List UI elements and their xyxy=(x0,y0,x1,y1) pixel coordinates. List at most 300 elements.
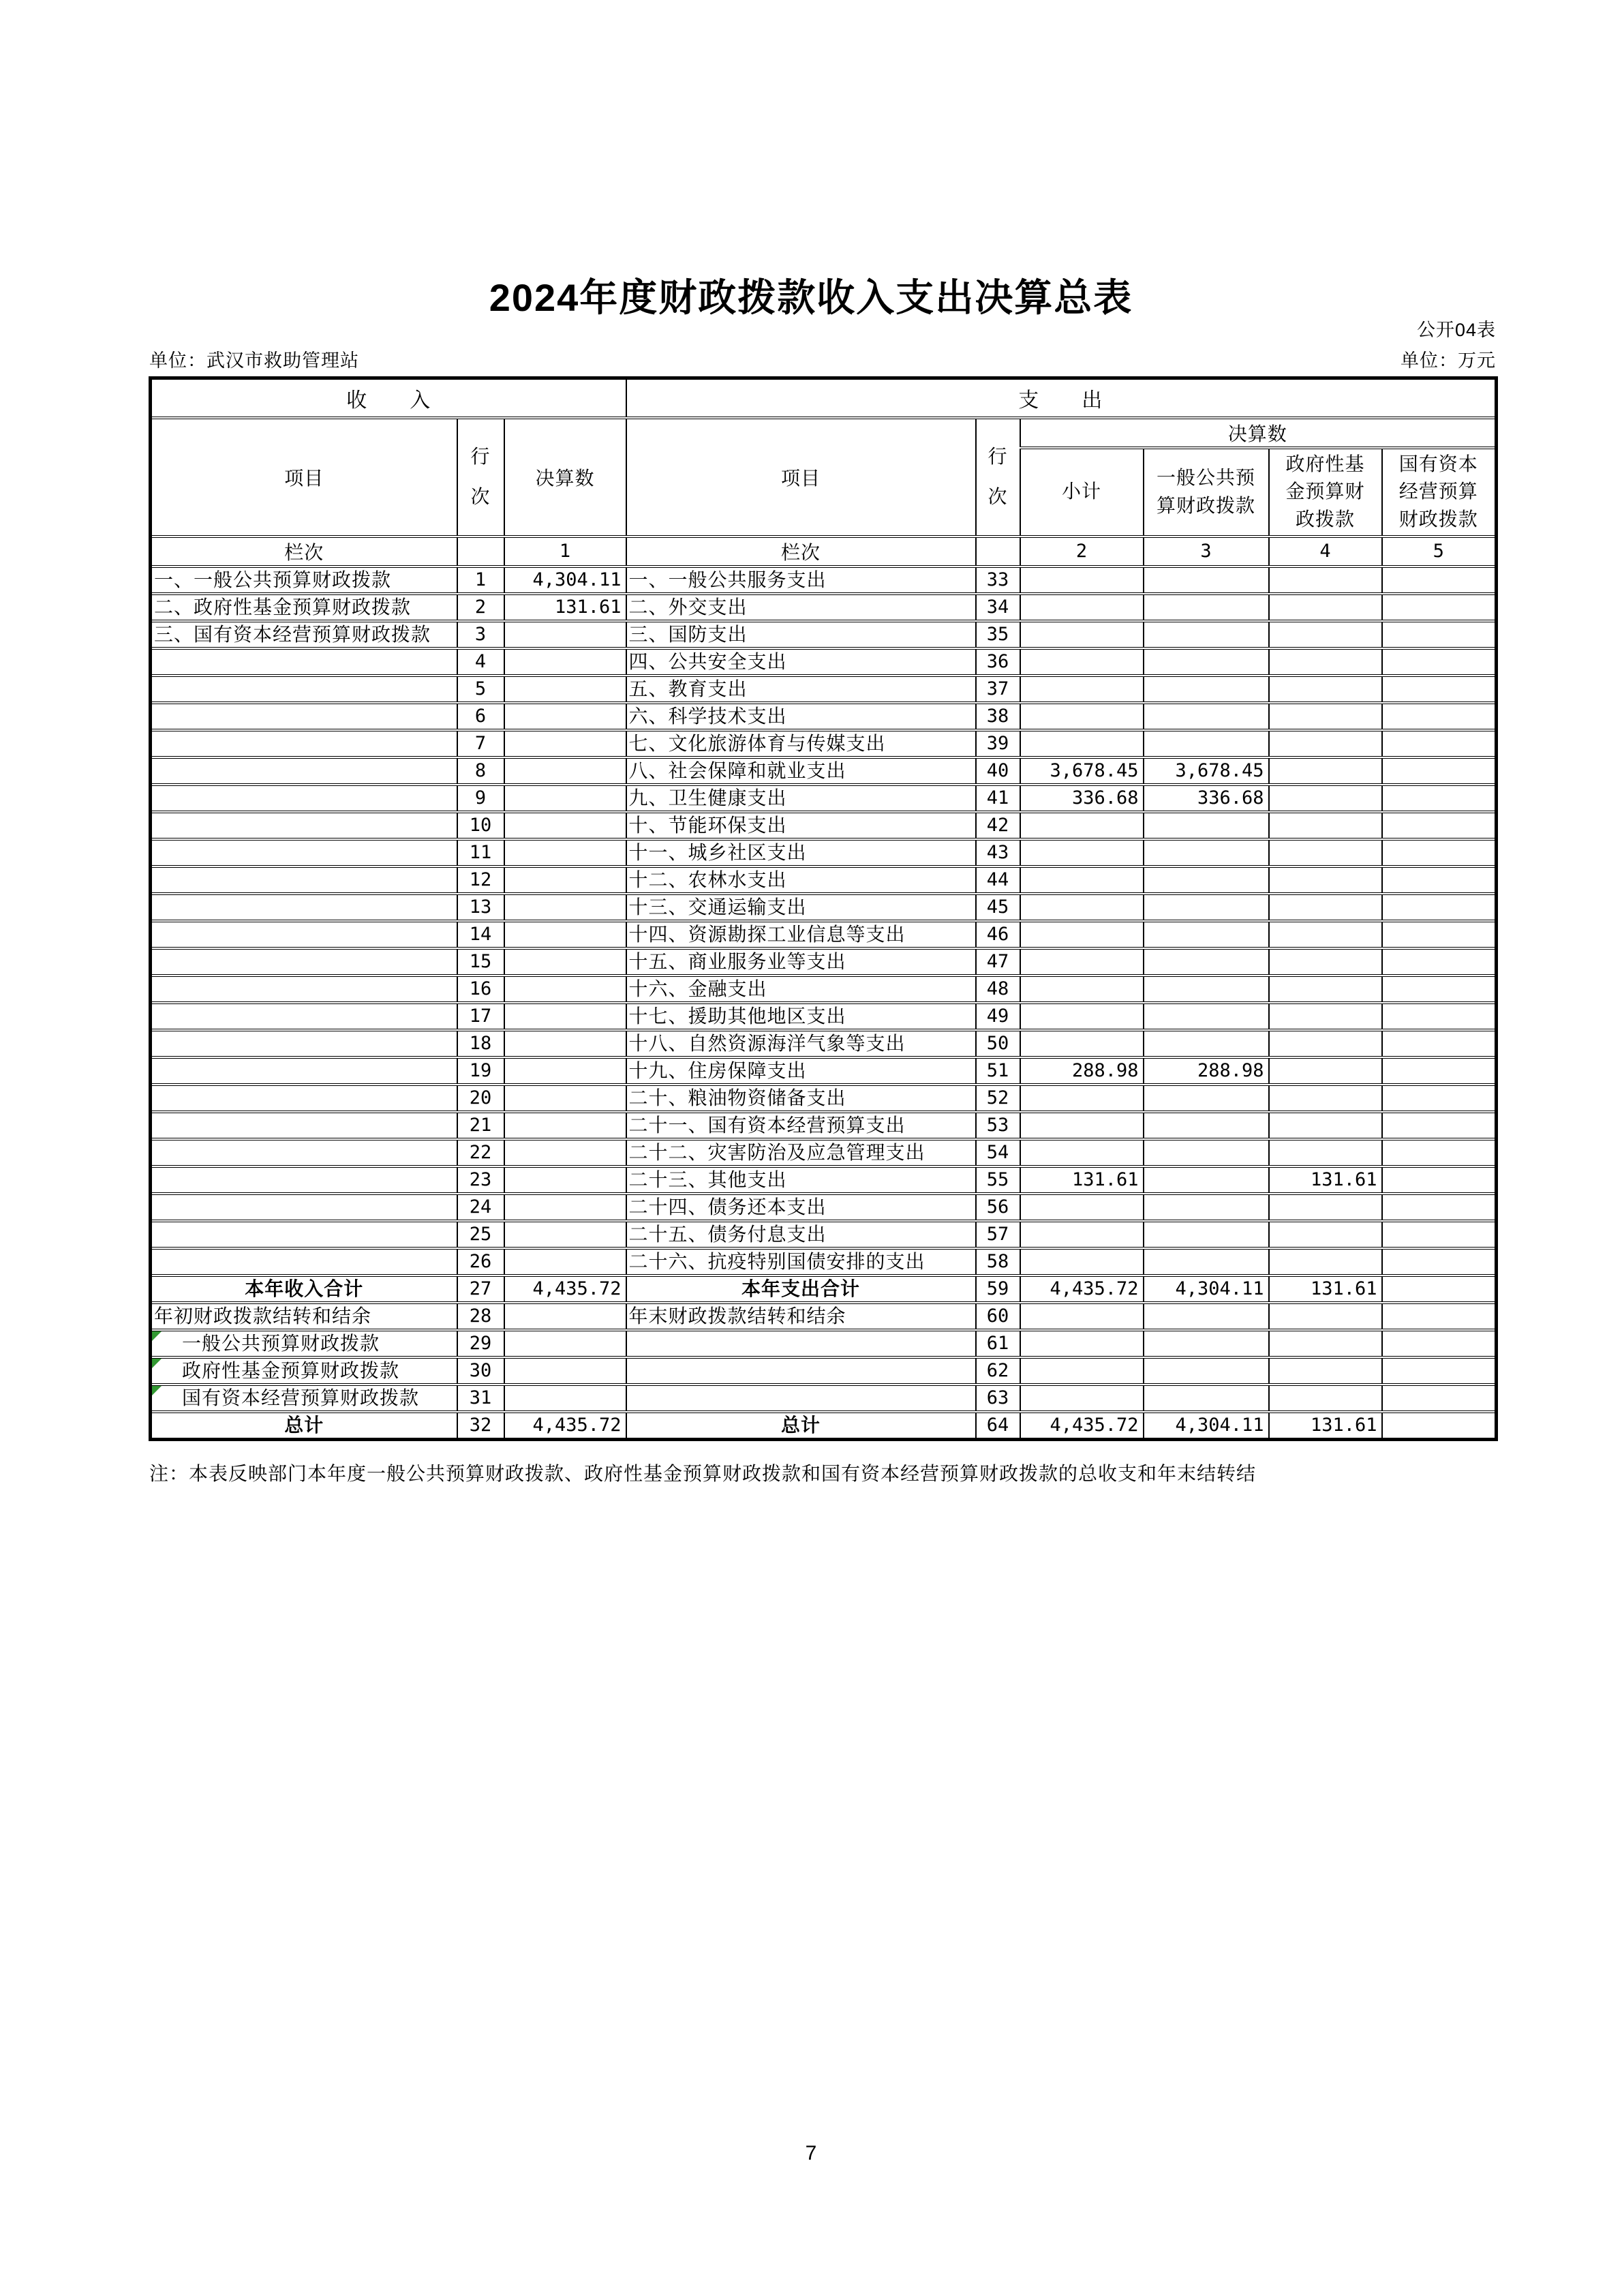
income-row-no-cell: 22 xyxy=(457,1139,504,1166)
income-row-no-cell: 25 xyxy=(457,1221,504,1248)
general-public-cell xyxy=(1144,812,1269,839)
table-row xyxy=(151,948,1497,976)
income-section-header: 收 入 xyxy=(151,378,626,418)
expense-item-cell: 四、公共安全支出 xyxy=(626,648,976,676)
gov-fund-cell xyxy=(1269,757,1382,785)
income-amount-cell xyxy=(504,894,626,921)
general-public-cell xyxy=(1144,621,1269,648)
gov-fund-cell xyxy=(1269,785,1382,812)
expense-row-no-cell: 46 xyxy=(976,921,1020,948)
income-row-no-cell: 12 xyxy=(457,866,504,894)
general-public-cell xyxy=(1144,1139,1269,1166)
income-amount-cell: 131.61 xyxy=(504,594,626,621)
expense-item-cell: 二十四、债务还本支出 xyxy=(626,1194,976,1221)
expense-row-no-cell: 50 xyxy=(976,1030,1020,1057)
income-row-no-cell: 17 xyxy=(457,1003,504,1030)
income-row-no-cell: 3 xyxy=(457,621,504,648)
income-item-cell xyxy=(151,976,457,1003)
gov-fund-cell xyxy=(1269,1003,1382,1030)
gov-fund-cell xyxy=(1269,703,1382,730)
income-amount-cell xyxy=(504,1139,626,1166)
state-capital-cell xyxy=(1382,676,1497,703)
state-capital-cell xyxy=(1382,1194,1497,1221)
table-row xyxy=(151,621,1497,648)
income-item-cell: 一、一般公共预算财政拨款 xyxy=(151,567,457,594)
expense-row-no-cell: 44 xyxy=(976,866,1020,894)
income-row-no-cell: 13 xyxy=(457,894,504,921)
income-amount-cell xyxy=(504,1166,626,1194)
income-item-cell xyxy=(151,648,457,676)
income-item-cell xyxy=(151,703,457,730)
gov-fund-cell xyxy=(1269,567,1382,594)
gov-fund-cell xyxy=(1269,1030,1382,1057)
income-item-cell: 二、政府性基金预算财政拨款 xyxy=(151,594,457,621)
expense-row-no-cell: 51 xyxy=(976,1057,1020,1085)
subtotal-cell xyxy=(1020,1112,1144,1139)
table-row xyxy=(151,1112,1497,1139)
table-note: 注：本表反映部门本年度一般公共预算财政拨款、政府性基金预算财政拨款和国有资本经营预算财政拨款的总收支和年末结转结 xyxy=(149,1463,1257,1484)
index-general-public: 3 xyxy=(1144,537,1269,567)
income-row-no-cell: 5 xyxy=(457,676,504,703)
table-row xyxy=(151,1330,1497,1357)
subtotal-header: 小计 xyxy=(1020,448,1144,537)
expense-row-no-cell: 36 xyxy=(976,648,1020,676)
general-public-cell xyxy=(1144,866,1269,894)
expense-final-amount-header: 决算数 xyxy=(1020,418,1497,448)
income-row-no-cell: 23 xyxy=(457,1166,504,1194)
state-capital-cell xyxy=(1382,1003,1497,1030)
general-public-cell xyxy=(1144,1085,1269,1112)
table-row xyxy=(151,976,1497,1003)
income-item-cell xyxy=(151,730,457,757)
state-capital-cell xyxy=(1382,703,1497,730)
table-row xyxy=(151,812,1497,839)
expense-row-no-cell: 54 xyxy=(976,1139,1020,1166)
general-public-cell xyxy=(1144,1330,1269,1357)
expense-item-cell: 二十一、国有资本经营预算支出 xyxy=(626,1112,976,1139)
general-public-cell xyxy=(1144,1166,1269,1194)
table-row xyxy=(151,594,1497,621)
state-capital-cell xyxy=(1382,976,1497,1003)
state-capital-cell xyxy=(1382,594,1497,621)
state-capital-cell xyxy=(1382,1385,1497,1412)
expense-row-no-header-text: 行次 xyxy=(988,445,1008,507)
subtotal-cell: 288.98 xyxy=(1020,1057,1144,1085)
expense-item-cell: 二十三、其他支出 xyxy=(626,1166,976,1194)
income-item-cell xyxy=(151,839,457,866)
income-row-no-cell: 4 xyxy=(457,648,504,676)
gov-fund-cell xyxy=(1269,1357,1382,1385)
income-item-cell xyxy=(151,757,457,785)
income-amount-cell xyxy=(504,1385,626,1412)
income-item-cell: 本年收入合计 xyxy=(151,1275,457,1303)
subtotal-cell xyxy=(1020,976,1144,1003)
gov-fund-cell xyxy=(1269,1112,1382,1139)
index-subtotal: 2 xyxy=(1020,537,1144,567)
expense-item-cell: 年末财政拨款结转和结余 xyxy=(626,1303,976,1330)
subtotal-cell xyxy=(1020,1194,1144,1221)
expense-item-cell: 二十二、灾害防治及应急管理支出 xyxy=(626,1139,976,1166)
doc-code-label: 公开04表 xyxy=(1416,320,1496,340)
income-row-no-cell: 26 xyxy=(457,1248,504,1275)
subtotal-cell: 131.61 xyxy=(1020,1166,1144,1194)
income-item-cell xyxy=(151,1248,457,1275)
gov-fund-cell xyxy=(1269,976,1382,1003)
income-row-no-cell: 1 xyxy=(457,567,504,594)
expense-row-no-cell: 47 xyxy=(976,948,1020,976)
income-item-cell xyxy=(151,1057,457,1085)
table-row xyxy=(151,1357,1497,1385)
income-item-cell xyxy=(151,1221,457,1248)
green-corner-marker-icon xyxy=(152,1386,162,1395)
table-row xyxy=(151,757,1497,785)
table-row xyxy=(151,1248,1497,1275)
income-item-cell xyxy=(151,1003,457,1030)
index-state-capital: 5 xyxy=(1382,537,1497,567)
income-item-cell: 三、国有资本经营预算财政拨款 xyxy=(151,621,457,648)
expense-row-no-cell: 41 xyxy=(976,785,1020,812)
subtotal-cell xyxy=(1020,1248,1144,1275)
general-public-cell xyxy=(1144,1248,1269,1275)
expense-row-no-cell: 40 xyxy=(976,757,1020,785)
index-income-item: 栏次 xyxy=(151,537,457,567)
expense-row-no-cell: 57 xyxy=(976,1221,1020,1248)
state-capital-cell xyxy=(1382,1085,1497,1112)
expense-row-no-cell: 62 xyxy=(976,1357,1020,1385)
table-row xyxy=(151,1003,1497,1030)
subtotal-cell xyxy=(1020,1330,1144,1357)
gov-fund-cell: 131.61 xyxy=(1269,1412,1382,1440)
expense-row-no-cell: 59 xyxy=(976,1275,1020,1303)
income-row-no-cell: 18 xyxy=(457,1030,504,1057)
unit-measure-label: 单位：万元 xyxy=(1401,350,1496,371)
table-row xyxy=(151,648,1497,676)
subtotal-cell xyxy=(1020,594,1144,621)
general-public-cell: 3,678.45 xyxy=(1144,757,1269,785)
state-capital-cell xyxy=(1382,1303,1497,1330)
subtotal-cell xyxy=(1020,703,1144,730)
table-row xyxy=(151,839,1497,866)
income-amount-cell xyxy=(504,1248,626,1275)
expense-item-cell: 十五、商业服务业等支出 xyxy=(626,948,976,976)
column-index-row xyxy=(151,537,1497,567)
income-amount-cell xyxy=(504,785,626,812)
income-item-cell: 年初财政拨款结转和结余 xyxy=(151,1303,457,1330)
green-corner-marker-icon xyxy=(152,1359,162,1368)
green-corner-marker-icon xyxy=(152,1331,162,1341)
income-amount-cell xyxy=(504,1194,626,1221)
subtotal-cell xyxy=(1020,948,1144,976)
subtotal-cell: 4,435.72 xyxy=(1020,1412,1144,1440)
expense-row-no-cell: 45 xyxy=(976,894,1020,921)
expense-item-cell: 十七、援助其他地区支出 xyxy=(626,1003,976,1030)
expense-row-no-cell: 56 xyxy=(976,1194,1020,1221)
general-public-cell xyxy=(1144,976,1269,1003)
income-amount-cell xyxy=(504,1303,626,1330)
expense-item-cell xyxy=(626,1330,976,1357)
income-item-cell xyxy=(151,948,457,976)
subtotal-cell xyxy=(1020,894,1144,921)
income-amount-cell xyxy=(504,621,626,648)
gov-fund-cell xyxy=(1269,621,1382,648)
income-row-no-cell: 14 xyxy=(457,921,504,948)
state-capital-cell xyxy=(1382,1275,1497,1303)
table-row xyxy=(151,703,1497,730)
expense-row-no-cell: 35 xyxy=(976,621,1020,648)
income-amount-cell xyxy=(504,1085,626,1112)
subtotal-cell xyxy=(1020,1221,1144,1248)
expense-item-cell: 本年支出合计 xyxy=(626,1275,976,1303)
expense-item-cell: 三、国防支出 xyxy=(626,621,976,648)
table-row xyxy=(151,1139,1497,1166)
general-public-cell: 288.98 xyxy=(1144,1057,1269,1085)
section-header-row xyxy=(151,378,1497,418)
income-item-cell: 国有资本经营预算财政拨款 xyxy=(151,1385,457,1412)
gov-fund-cell xyxy=(1269,866,1382,894)
expense-row-no-cell: 43 xyxy=(976,839,1020,866)
income-row-no-cell: 8 xyxy=(457,757,504,785)
table-row xyxy=(151,1275,1497,1303)
expense-row-no-cell: 52 xyxy=(976,1085,1020,1112)
general-public-cell xyxy=(1144,1303,1269,1330)
income-row-no-cell: 24 xyxy=(457,1194,504,1221)
income-item-cell xyxy=(151,1112,457,1139)
expense-item-cell: 十三、交通运输支出 xyxy=(626,894,976,921)
general-public-cell xyxy=(1144,894,1269,921)
expense-row-no-header xyxy=(976,418,1020,537)
income-row-no-cell: 19 xyxy=(457,1057,504,1085)
state-capital-cell xyxy=(1382,621,1497,648)
expense-row-no-cell: 42 xyxy=(976,812,1020,839)
income-row-no-cell: 2 xyxy=(457,594,504,621)
gov-fund-cell xyxy=(1269,594,1382,621)
subtotal-cell xyxy=(1020,1303,1144,1330)
income-row-no-cell: 32 xyxy=(457,1412,504,1440)
income-row-no-header xyxy=(457,418,504,537)
table-row xyxy=(151,1194,1497,1221)
income-row-no-cell: 20 xyxy=(457,1085,504,1112)
income-amount-cell: 4,435.72 xyxy=(504,1275,626,1303)
state-capital-cell xyxy=(1382,1330,1497,1357)
income-amount-cell xyxy=(504,730,626,757)
income-row-no-cell: 31 xyxy=(457,1385,504,1412)
general-public-cell xyxy=(1144,1030,1269,1057)
subtotal-cell xyxy=(1020,866,1144,894)
state-capital-cell xyxy=(1382,1030,1497,1057)
income-amount-cell xyxy=(504,1357,626,1385)
gov-fund-cell xyxy=(1269,1057,1382,1085)
index-expense-row-no xyxy=(976,537,1020,567)
state-capital-cell xyxy=(1382,839,1497,866)
state-capital-cell xyxy=(1382,1112,1497,1139)
income-row-no-cell: 7 xyxy=(457,730,504,757)
income-row-no-header-text: 行次 xyxy=(470,445,491,507)
income-item-cell xyxy=(151,1194,457,1221)
expense-item-cell: 二十五、债务付息支出 xyxy=(626,1221,976,1248)
income-amount-cell: 4,435.72 xyxy=(504,1412,626,1440)
gov-fund-cell xyxy=(1269,839,1382,866)
income-row-no-cell: 11 xyxy=(457,839,504,866)
state-capital-cell xyxy=(1382,1357,1497,1385)
general-public-cell xyxy=(1144,1194,1269,1221)
general-public-cell xyxy=(1144,1357,1269,1385)
subtotal-cell xyxy=(1020,730,1144,757)
gov-fund-cell: 131.61 xyxy=(1269,1275,1382,1303)
table-row xyxy=(151,1085,1497,1112)
expense-row-no-cell: 49 xyxy=(976,1003,1020,1030)
index-gov-fund: 4 xyxy=(1269,537,1382,567)
income-item-cell: 一般公共预算财政拨款 xyxy=(151,1330,457,1357)
expense-item-cell xyxy=(626,1385,976,1412)
gov-fund-cell xyxy=(1269,1221,1382,1248)
subtotal-cell xyxy=(1020,648,1144,676)
expense-row-no-cell: 34 xyxy=(976,594,1020,621)
expense-row-no-cell: 37 xyxy=(976,676,1020,703)
income-amount-cell xyxy=(504,757,626,785)
expense-item-cell: 十九、住房保障支出 xyxy=(626,1057,976,1085)
income-row-no-cell: 6 xyxy=(457,703,504,730)
gov-fund-cell xyxy=(1269,1194,1382,1221)
subtotal-cell xyxy=(1020,1003,1144,1030)
expense-row-no-cell: 55 xyxy=(976,1166,1020,1194)
table-row xyxy=(151,1221,1497,1248)
gov-fund-cell xyxy=(1269,1385,1382,1412)
gov-fund-cell xyxy=(1269,1085,1382,1112)
table-row xyxy=(151,1303,1497,1330)
income-amount-cell xyxy=(504,648,626,676)
expense-item-cell: 七、文化旅游体育与传媒支出 xyxy=(626,730,976,757)
expense-row-no-cell: 38 xyxy=(976,703,1020,730)
general-public-cell xyxy=(1144,730,1269,757)
subtotal-cell xyxy=(1020,812,1144,839)
expense-item-cell: 一、一般公共服务支出 xyxy=(626,567,976,594)
column-header-row xyxy=(151,418,1497,448)
income-item-cell xyxy=(151,1166,457,1194)
page-number: 7 xyxy=(805,2142,817,2164)
table-row xyxy=(151,676,1497,703)
gov-fund-cell xyxy=(1269,812,1382,839)
income-item-cell xyxy=(151,676,457,703)
table-row xyxy=(151,866,1497,894)
income-amount-cell xyxy=(504,866,626,894)
expense-item-header: 项目 xyxy=(626,418,976,537)
budget-summary-table xyxy=(149,376,1498,1441)
state-capital-cell xyxy=(1382,1221,1497,1248)
income-row-no-cell: 16 xyxy=(457,976,504,1003)
income-row-no-cell: 9 xyxy=(457,785,504,812)
general-public-cell: 4,304.11 xyxy=(1144,1412,1269,1440)
income-row-no-cell: 27 xyxy=(457,1275,504,1303)
income-row-no-cell: 28 xyxy=(457,1303,504,1330)
income-amount-cell xyxy=(504,1030,626,1057)
state-capital-cell xyxy=(1382,1166,1497,1194)
income-amount-cell xyxy=(504,976,626,1003)
subtotal-cell xyxy=(1020,921,1144,948)
expense-item-cell: 十一、城乡社区支出 xyxy=(626,839,976,866)
state-capital-cell xyxy=(1382,812,1497,839)
income-item-cell xyxy=(151,866,457,894)
income-amount-cell xyxy=(504,1057,626,1085)
index-income-row-no xyxy=(457,537,504,567)
gov-fund-budget-header: 政府性基金预算财政拨款 xyxy=(1269,448,1382,537)
table-row xyxy=(151,1057,1497,1085)
gov-fund-cell xyxy=(1269,676,1382,703)
table-row xyxy=(151,567,1497,594)
general-public-cell xyxy=(1144,648,1269,676)
general-public-cell xyxy=(1144,676,1269,703)
index-income-amount: 1 xyxy=(504,537,626,567)
income-row-no-cell: 10 xyxy=(457,812,504,839)
income-final-amount-header: 决算数 xyxy=(504,418,626,537)
gov-fund-cell: 131.61 xyxy=(1269,1166,1382,1194)
general-public-cell xyxy=(1144,1112,1269,1139)
income-amount-cell xyxy=(504,921,626,948)
expense-row-no-cell: 60 xyxy=(976,1303,1020,1330)
income-item-cell xyxy=(151,785,457,812)
table-row xyxy=(151,894,1497,921)
subtotal-cell xyxy=(1020,839,1144,866)
state-capital-cell xyxy=(1382,894,1497,921)
income-item-cell xyxy=(151,1030,457,1057)
expense-row-no-cell: 39 xyxy=(976,730,1020,757)
state-capital-cell xyxy=(1382,567,1497,594)
general-public-cell xyxy=(1144,594,1269,621)
income-row-no-cell: 29 xyxy=(457,1330,504,1357)
general-public-cell: 4,304.11 xyxy=(1144,1275,1269,1303)
state-capital-cell xyxy=(1382,1057,1497,1085)
subtotal-cell xyxy=(1020,1385,1144,1412)
income-row-no-cell: 15 xyxy=(457,948,504,976)
expense-item-cell: 十二、农林水支出 xyxy=(626,866,976,894)
expense-item-cell: 十四、资源勘探工业信息等支出 xyxy=(626,921,976,948)
subtotal-cell xyxy=(1020,676,1144,703)
table-body xyxy=(151,567,1497,1440)
income-amount-cell: 4,304.11 xyxy=(504,567,626,594)
gov-fund-cell xyxy=(1269,730,1382,757)
expense-item-cell: 十六、金融支出 xyxy=(626,976,976,1003)
gov-fund-cell xyxy=(1269,921,1382,948)
general-public-cell xyxy=(1144,1003,1269,1030)
expense-item-cell: 二十六、抗疫特别国债安排的支出 xyxy=(626,1248,976,1275)
expense-section-header: 支 出 xyxy=(626,378,1497,418)
gov-fund-cell xyxy=(1269,648,1382,676)
income-item-cell: 总计 xyxy=(151,1412,457,1440)
subtotal-cell xyxy=(1020,1030,1144,1057)
gov-fund-cell xyxy=(1269,1139,1382,1166)
general-public-cell xyxy=(1144,567,1269,594)
subtotal-cell xyxy=(1020,1085,1144,1112)
income-amount-cell xyxy=(504,948,626,976)
subtotal-cell xyxy=(1020,621,1144,648)
subtotal-cell xyxy=(1020,1139,1144,1166)
page-title: 2024年度财政拨款收入支出决算总表 xyxy=(489,276,1133,319)
expense-row-no-cell: 63 xyxy=(976,1385,1020,1412)
income-item-cell xyxy=(151,1085,457,1112)
income-amount-cell xyxy=(504,812,626,839)
unit-name-label: 单位：武汉市救助管理站 xyxy=(149,350,359,371)
income-amount-cell xyxy=(504,1112,626,1139)
income-amount-cell xyxy=(504,1221,626,1248)
income-amount-cell xyxy=(504,1003,626,1030)
expense-item-cell: 十八、自然资源海洋气象等支出 xyxy=(626,1030,976,1057)
general-public-cell xyxy=(1144,839,1269,866)
expense-item-cell: 十、节能环保支出 xyxy=(626,812,976,839)
expense-row-no-cell: 53 xyxy=(976,1112,1020,1139)
gov-fund-cell xyxy=(1269,894,1382,921)
general-public-budget-header: 一般公共预算财政拨款 xyxy=(1144,448,1269,537)
table-row xyxy=(151,785,1497,812)
expense-item-cell: 五、教育支出 xyxy=(626,676,976,703)
